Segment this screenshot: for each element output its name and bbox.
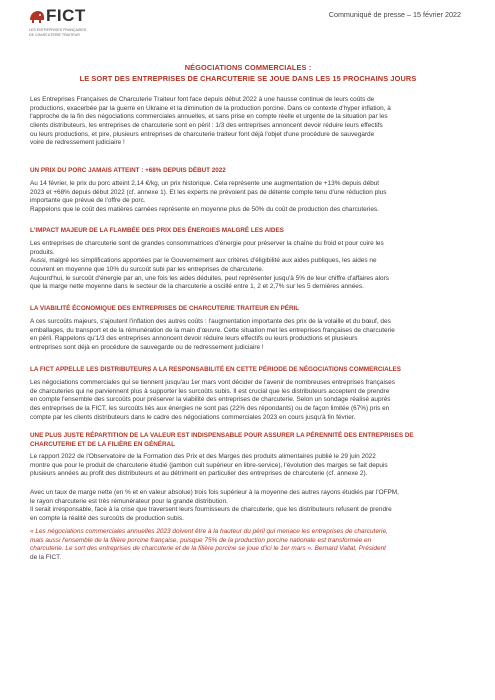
body-line: le rayon charcuterie est très rémunérateur pour la grande distribution.: [30, 497, 228, 505]
intro-line: voire de redressement judiciaire !: [30, 139, 125, 147]
section-heading-text: UNE PLUS JUSTE RÉPARTITION DE LA VALEUR EST INDISPENSABLE POUR ASSURER LA PÉRENNITÉ DES ENTREPRISES DE: [30, 432, 414, 439]
press-release-date: Communiqué de presse – 15 février 2022: [328, 10, 461, 19]
section-body-value-sharing: [30, 453, 467, 479]
document-title-line-2: LE SORT DES ENTREPRISES DE CHARCUTERIE SE JOUE DANS LES 15 PROCHAINS JOURS: [79, 74, 417, 83]
section-heading-value-sharing: [30, 432, 467, 449]
fict-logo: [29, 6, 99, 50]
section-body-distributors: [30, 379, 467, 422]
body-line: Avec un taux de marge nette (en % et en valeur absolue) trois fois supérieur à la moyenne des autres rayons étudiés par l'OFPM,: [30, 489, 399, 496]
intro-paragraph: [30, 96, 467, 148]
body-line: en compte la réalité des surcoûts de production subis.: [30, 514, 184, 522]
section-heading-text: CHARCUTERIE ET DE LA FILIÈRE EN GÉNÉRAL: [30, 440, 175, 448]
quote-line: « Les négociations commerciales annuelles 2023 doivent être à la hauteur du péril qui menace les entreprises de charcuterie,: [30, 528, 388, 535]
section-heading-viability: [30, 305, 467, 314]
intro-line: Les Entreprises Françaises de Charcuterie Traiteur font face depuis début 2022 à une hausse continue de leurs coûts de: [30, 96, 375, 103]
quote-line: mais aussi l'ensemble de la filière porcine française, puisque 75% de la production porcine nationale est transformée en: [30, 536, 372, 544]
logo-subtitle: LES ENTREPRISES FRANÇAISES DE CHARCUTERIE TRAITEUR: [29, 28, 87, 37]
body-line: Les négociations commerciales qui se tiennent jusqu'au 1er mars vont décider de l'avenir de nombreuses entreprises françaises: [30, 379, 395, 386]
body-line: Les entreprises de charcuterie sont de grandes consommatrices d'énergie pour préserver la chaîne du froid et pour cuire les: [30, 240, 384, 247]
body-line: Le rapport 2022 de l'Observatoire de la Formation des Prix et des Marges des produits alimentaires publié le 29 juin 2022: [30, 453, 376, 460]
intro-line: productions, exacerbée par la guerre en Ukraine et la diminution de la production porcine. Dans ce contexte d'hyper inflation, à: [30, 104, 391, 112]
logo-wordmark: FICT: [46, 6, 86, 25]
body-line: en compte l'ensemble des surcoûts pour préserver la viabilité des entreprises de charcuterie. Selon un sondage réalisé auprès: [30, 396, 391, 404]
section-body-energy: [30, 240, 467, 292]
quote-line: charcuterie. Le sort des entreprises de charcuterie et de la filière porcine se joue d'ici le 1er mars ». Bernard Vallat, Président: [30, 545, 386, 553]
body-line: entreprises sont déjà en procédure de sauvegarde ou de redressement judiciaire !: [30, 343, 264, 351]
body-line: importante que prévue de l'offre de porc.: [30, 197, 146, 205]
document-title-line-1: NÉGOCIATIONS COMMERCIALES :: [184, 63, 312, 72]
body-line: Rappelons que le coût des matières carnées représente en moyenne plus de 50% du coût de production des charcuteries.: [30, 205, 379, 213]
body-line: que la marge nette moyenne dans le secteur de la charcuterie a oscillé entre 1, 2 et 2,7% sur les 5 dernières années.: [30, 283, 364, 291]
section-heading-text: LA FICT APPELLE LES DISTRIBUTEURS A LA RESPONSABILITÉ EN CETTE PÉRIODE DE NÉGOCIATIONS COMMERCIALES: [30, 366, 401, 373]
intro-line: clients distributeurs, les entreprises de charcuterie sont en péril : 1/3 des entreprises annoncent devoir réduire leurs effectifs: [30, 121, 383, 129]
body-line: A ces surcoûts majeurs, s'ajoutent l'inflation des autres coûts : l'augmentation importante des prix de la volaille et du bœuf, des: [30, 318, 391, 325]
section-heading-distributors: [30, 366, 467, 375]
section-heading-text: UN PRIX DU PORC JAMAIS ATTEINT : +68% DEPUIS DÉBUT 2022: [30, 167, 226, 174]
body-line: de charcuteries qui ne parviennent plus à supporter les surcoûts subis. Il est crucial que les distributeurs acceptent de prendre: [30, 387, 390, 395]
section-body-viability: [30, 318, 467, 353]
body-line: en péril. Rappelons qu'1/3 des entreprises annoncent devoir réduire leurs effectifs ou leurs productions et plusieurs: [30, 335, 358, 343]
president-quote: [30, 528, 467, 563]
section-body-value-sharing-2: [30, 489, 467, 524]
quote-line: de la FICT.: [30, 553, 62, 561]
intro-line: ou leurs productions, et pire, plusieurs entreprises de charcuterie traiteur font déjà l'objet d'une procédure de sauvegarde: [30, 130, 375, 138]
section-heading-energy: [30, 227, 467, 236]
body-line: montre que pour le produit de charcuterie étudié (jambon cuit supérieur en libre-service), l'évolution des marges se fait depuis: [30, 461, 388, 469]
body-line: emballages, du transport et de la rémunération de la main d'œuvre. Cette situation met les entreprises françaises de charcuterie: [30, 326, 395, 334]
section-body-pork-price: [30, 180, 467, 215]
body-line: plusieurs années au profit des distributeurs et au détriment en particulier des entreprises de charcuterie (cf. annexe 2).: [30, 470, 368, 478]
body-line: des entreprises de la FICT, les surcoûts liés aux énergies ne sont pas (22% des répondants) ou de façon limitée (67%) pris en: [30, 404, 390, 412]
intro-line: l'approche de la fin des négociations commerciales annuelles, et sans prise en compte réelle et urgente de la situation par les: [30, 113, 388, 121]
body-line: Aussi, malgré les simplifications apportées par le Gouvernement aux critères d'éligibilité aux aides publiques, les aides ne: [30, 257, 377, 265]
body-line: 2023 et +68% depuis début 2022 (cf. annexe 1). Et les experts ne prévoient pas de détente compte tenu d'une réduction plus: [30, 188, 387, 196]
body-line: Il serait irresponsable, face à la crise que traversent leurs fournisseurs de charcuterie, que les distributeurs refusent de prendre: [30, 506, 392, 514]
body-line: Aujourd'hui, le surcoût d'énergie par an, une fois les aides déduites, peut représenter jusqu'à 5% de leur chiffre d'affaires alors: [30, 274, 389, 282]
body-line: Au 14 février, le prix du porc atteint 2,14 €/kg, un prix historique. Cela représente une augmentation de +13% depuis début: [30, 180, 380, 187]
section-heading-text: LA VIABILITÉ ÉCONOMIQUE DES ENTREPRISES DE CHARCUTERIE TRAITEUR EN PÉRIL: [30, 305, 300, 312]
body-line: compte par les clients distributeurs dans le cadre des négociations commerciales 2023 en cours jusqu'à fin février.: [30, 413, 356, 421]
pig-logo-icon: [29, 10, 45, 23]
body-line: couvrent en moyenne que 10% du surcoût subi par les entreprises de charcuterie.: [30, 265, 264, 273]
section-heading-text: L'IMPACT MAJEUR DE LA FLAMBÉE DES PRIX DES ÉNERGIES MALGRÉ LES AIDES: [30, 227, 284, 234]
section-heading-pork-price: [30, 167, 467, 176]
body-line: produits.: [30, 248, 55, 256]
